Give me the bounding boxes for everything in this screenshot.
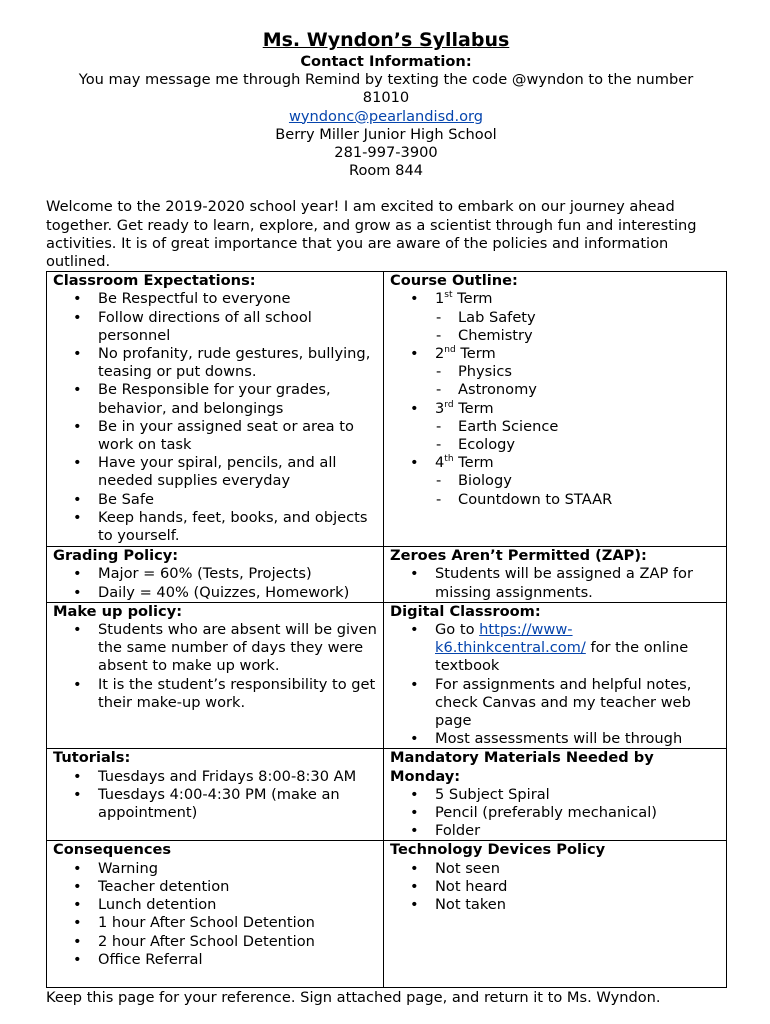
technology-heading: Technology Devices Policy	[390, 841, 606, 859]
zap-heading: Zeroes Aren’t Permitted (ZAP):	[390, 547, 647, 565]
topic-item: - Physics	[390, 363, 720, 381]
list-item: • Be Safe	[53, 491, 377, 509]
thinkcentral-link[interactable]: https://www- k6.thinkcentral.com/	[435, 621, 586, 657]
contact-heading: Contact Information:	[300, 53, 472, 70]
materials-heading: Mandatory Materials Needed by Monday:	[390, 749, 654, 785]
expectations-heading: Classroom Expectations:	[53, 272, 256, 290]
makeup-list	[53, 621, 377, 712]
list-item: • Warning	[53, 860, 377, 878]
makeup-heading: Make up policy:	[53, 602, 183, 620]
term-topics	[390, 418, 720, 454]
list-item: • 2 hour After School Detention	[53, 933, 377, 951]
list-item: • Major = 60% (Tests, Projects)	[53, 565, 377, 583]
consequences-cell	[47, 841, 384, 988]
expectations-list	[53, 290, 377, 545]
list-item: • Keep hands, feet, books, and objects to yourself.	[53, 509, 377, 545]
term-topics	[390, 309, 720, 345]
digital-classroom-heading: Digital Classroom:	[390, 602, 541, 620]
list-item: • Teacher detention	[53, 878, 377, 896]
term-list	[390, 290, 720, 308]
topic-item: - Astronomy	[390, 381, 720, 399]
materials-cell	[384, 749, 727, 841]
email-link[interactable]: wyndonc@pearlandisd.org	[288, 107, 484, 125]
materials-list	[390, 786, 720, 841]
digital-classroom-cell	[384, 602, 727, 749]
list-item: • 5 Subject Spiral	[390, 786, 720, 804]
makeup-cell	[47, 602, 384, 749]
topic-item: - Ecology	[390, 436, 720, 454]
digital-list	[390, 621, 720, 748]
list-item: • No profanity, rude gestures, bullying, teasing or put downs.	[53, 345, 377, 381]
term-item: • 3rd Term	[390, 400, 720, 418]
term-list	[390, 454, 720, 472]
phone-number: 281-997-3900	[334, 144, 438, 162]
list-item: • Pencil (preferably mechanical)	[390, 804, 720, 822]
room-number: Room 844	[348, 162, 424, 180]
course-outline-heading: Course Outline:	[390, 272, 518, 290]
term-list	[390, 400, 720, 418]
tutorials-cell	[47, 749, 384, 841]
term-item: • 4th Term	[390, 454, 720, 472]
list-item: • Students who are absent will be given the same number of days they were absent to make up work.	[53, 621, 377, 676]
zap-list	[390, 565, 720, 601]
technology-list	[390, 860, 720, 915]
consequences-list	[53, 860, 377, 969]
syllabus-table	[46, 271, 727, 988]
grading-list	[53, 565, 377, 601]
list-item: • Tuesdays and Fridays 8:00-8:30 AM	[53, 768, 377, 786]
term-topics	[390, 363, 720, 399]
syllabus-page	[46, 28, 726, 1008]
list-item: • Follow directions of all school personnel	[53, 309, 377, 345]
list-item: • It is the student’s responsibility to get their make-up work.	[53, 676, 377, 712]
list-item: • Tuesdays 4:00-4:30 PM (make an appointment)	[53, 786, 377, 822]
topic-item: - Countdown to STAAR	[390, 491, 720, 509]
list-item: • Not heard	[390, 878, 720, 896]
tutorials-heading: Tutorials:	[53, 749, 131, 767]
expectations-cell	[47, 272, 384, 547]
list-item: • Be Responsible for your grades, behavior, and belongings	[53, 381, 377, 417]
list-item: • Daily = 40% (Quizzes, Homework)	[53, 584, 377, 602]
zap-cell	[384, 547, 727, 603]
course-outline-cell	[384, 272, 727, 547]
topic-item: - Earth Science	[390, 418, 720, 436]
topic-item: - Chemistry	[390, 327, 720, 345]
grading-heading: Grading Policy:	[53, 547, 179, 565]
school-name: Berry Miller Junior High School	[275, 125, 497, 143]
footer-note: Keep this page for your reference. Sign attached page, and return it to Ms. Wyndon.	[46, 989, 661, 1007]
list-item: • Most assessments will be through	[390, 730, 720, 748]
list-item: • Go to https://www- k6.thinkcentral.com/ for the online textbook	[390, 621, 720, 676]
list-item: • Lunch detention	[53, 896, 377, 914]
list-item: • 1 hour After School Detention	[53, 914, 377, 932]
list-item: • For assignments and helpful notes, check Canvas and my teacher web page	[390, 676, 720, 731]
tutorials-list	[53, 768, 377, 823]
list-item: • Have your spiral, pencils, and all needed supplies everyday	[53, 454, 377, 490]
contact-remind-line: You may message me through Remind by texting the code @wyndon to the number	[78, 71, 694, 89]
list-item: • Office Referral	[53, 951, 377, 969]
consequences-heading: Consequences	[53, 841, 172, 859]
term-item: • 1st Term	[390, 290, 720, 308]
list-item: • Be in your assigned seat or area to work on task	[53, 418, 377, 454]
list-item: • Students will be assigned a ZAP for missing assignments.	[390, 565, 720, 601]
list-item: • Not taken	[390, 896, 720, 914]
technology-cell	[384, 841, 727, 988]
term-item: • 2nd Term	[390, 345, 720, 363]
list-item: • Not seen	[390, 860, 720, 878]
list-item: • Folder	[390, 822, 720, 840]
topic-item: - Lab Safety	[390, 309, 720, 327]
grading-cell	[47, 547, 384, 603]
topic-item: - Biology	[390, 472, 720, 490]
list-item: • Be Respectful to everyone	[53, 290, 377, 308]
page-title: Ms. Wyndon’s Syllabus	[262, 29, 510, 51]
contact-remind-number: 81010	[362, 89, 410, 107]
term-list	[390, 345, 720, 363]
intro-paragraph: Welcome to the 2019-2020 school year! I am excited to embark on our journey ahead together. Get ready to learn, explore, and grow as a scientist through fun and interesting activities. It is of great importance that you are aware of the policies and information outlined.	[46, 198, 697, 271]
term-topics	[390, 472, 720, 508]
